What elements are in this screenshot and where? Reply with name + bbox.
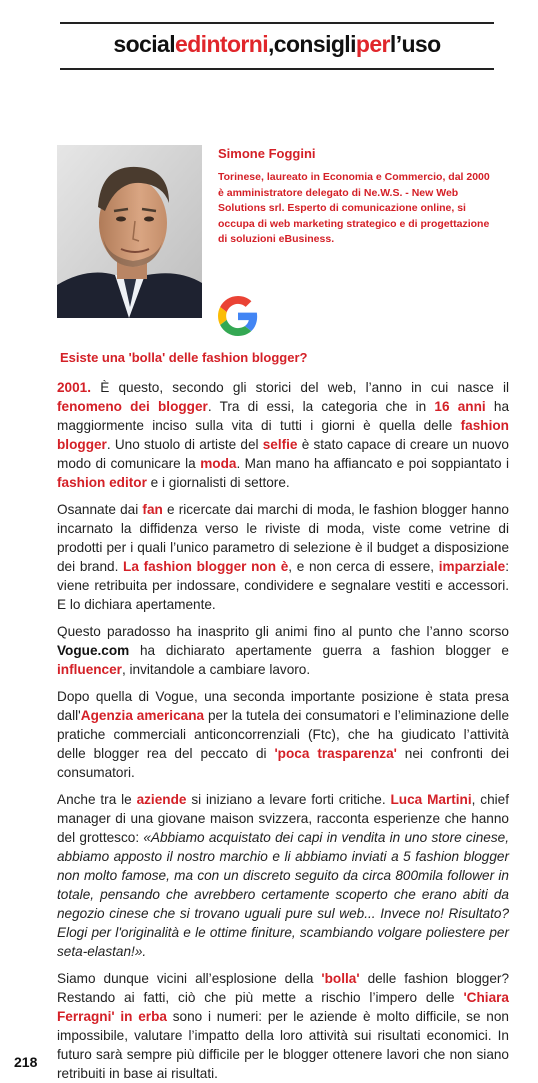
section-header: socialedintorni,consigliperl’uso: [113, 31, 441, 57]
paragraph-5: Anche tra le aziende si iniziano a levare forti critiche. Luca Martini, chief manager di una giovane maison svizzera, racconta esperienze che hanno del grottesco: «Abbiamo acquistato dei capi in vendita in uno store cinese, abbiamo apposto il nostro marchio e li abbiamo inviati a 5 fashion blogger non molto famose, ma con un discreto seguito da circa 800mila follower in totale, pensando che avrebbero certamente scoperto che erano abiti da negozio cinese che si trovano uguali pure sul web... Invece no! Risultato? Elogi per l'originalità e le ottime finiture, scambiando volgare poliestere per seta-elastan!».: [57, 792, 510, 959]
author-bio: [218, 146, 490, 248]
article-question: Esiste una 'bolla' delle fashion blogger?: [60, 350, 308, 365]
author-description: Torinese, laureato in Economia e Commercio, dal 2000 è amministratore delegato di Ne.W.S. - New Web Solutions srl. Esperto di comunicazione online, si occupa di web marketing strategico e di progettazione di soluzioni eBusiness.: [218, 171, 490, 245]
article-body: [57, 378, 509, 1083]
paragraph-3: Questo paradosso ha inasprito gli animi fino al punto che l’anno scorso Vogue.com ha dichiarato apertamente guerra a fashion blogger e influencer, invitandole a cambiare lavoro.: [57, 624, 509, 677]
paragraph-4: Dopo quella di Vogue, una seconda importante posizione è stata presa dall'Agenzia americana per la tutela dei consumatori e l’eliminazione delle pratiche commerciali anticoncorrenziali (Ftc), che ha giudicato l’attività delle blogger rea del peccato di 'poca trasparenza' nei confronti dei consumatori.: [57, 689, 510, 780]
page-number: 218: [14, 1054, 38, 1070]
google-logo-icon: [218, 296, 258, 336]
author-photo: [57, 145, 202, 318]
author-name: Simone Foggini: [218, 146, 316, 161]
header-bottom-rule: [60, 68, 494, 70]
paragraph-2: Osannate dai fan e ricercate dai marchi di moda, le fashion blogger hanno incarnato la diffidenza verso le riviste di moda, viste come vetrine di prodotti per i quali l’unico parametro di selezione è il budget a disposizione dei brand. La fashion blogger non è, e non cerca di essere, imparziale: viene retribuita per indossare, condividere e segnalare vestiti e accessori. E lo dichiara apertamente.: [57, 502, 510, 612]
header-top-rule: [60, 22, 494, 24]
paragraph-6: Siamo dunque vicini all’esplosione della 'bolla' delle fashion blogger? Restando ai fatti, ciò che più mette a rischio l’impero delle 'Chiara Ferragni' in erba sono i numeri: per le aziende è molto difficile, se non impossibile, valutare l’impatto della loro attività sui risultati economici. In futuro sarà sempre più difficile per le blogger ottenere lavori che non siano retribuiti in base ai risultati.: [57, 971, 510, 1081]
paragraph-1: 2001. È questo, secondo gli storici del web, l’anno in cui nasce il fenomeno dei blogger. Tra di essi, la categoria che in 16 anni ha maggiormente inciso sulla vita di tutti i giorni è quella delle fashion blogger. Uno stuolo di artiste del selfie è stato capace di creare un nuovo modo di comunicare la moda. Man mano ha affiancato e poi soppiantato i fashion editor e i giornalisti di settore.: [57, 380, 510, 490]
